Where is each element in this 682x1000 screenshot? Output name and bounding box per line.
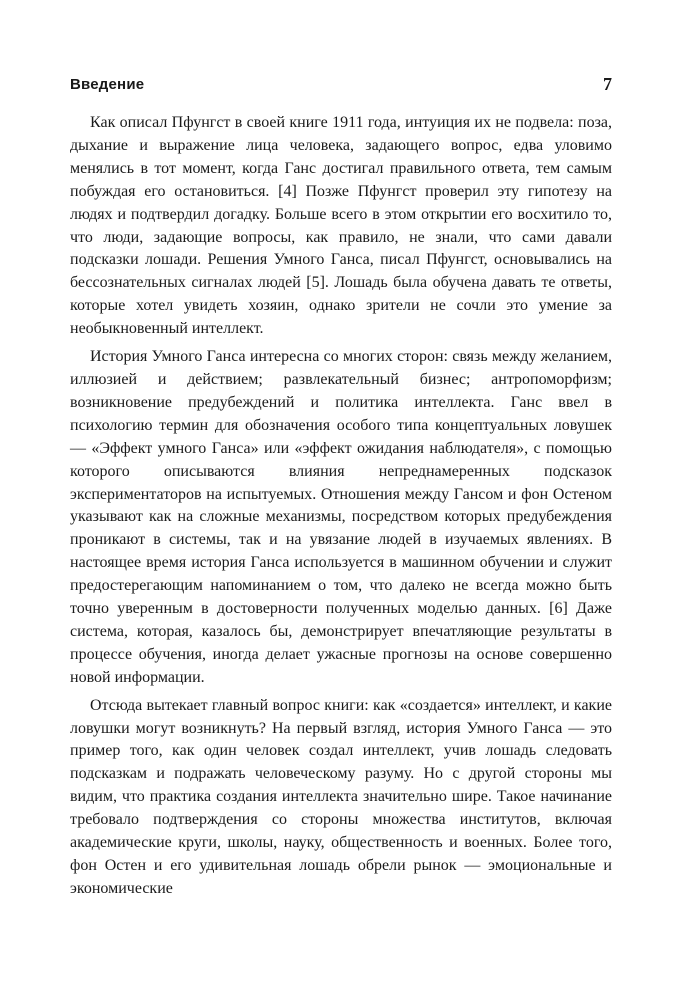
section-title: Введение: [70, 76, 145, 93]
paragraph-3: Отсюда вытекает главный вопрос книги: как «создается» интеллект, и какие ловушки могут возникнуть? На первый взгляд, история Умного Ганса — это пример того, как один человек создал интеллект, учив лошадь следовать подсказкам и подражать человеческому разуму. Но с другой стороны мы видим, что практика создания интеллекта значительно шире. Такое начинание требовало подтверждения со стороны множества институтов, включая академические круги, школы, науку, общественность и военных. Более того, фон Остен и его удивительная лошадь обрели рынок — эмоциональные и экономические: [70, 696, 612, 897]
body-text: [70, 112, 612, 906]
running-head: [70, 74, 612, 98]
page-number: 7: [603, 74, 612, 94]
paragraph-1: Как описал Пфунгст в своей книге 1911 года, интуиция их не подвела: поза, дыхание и выражение лица человека, задающего вопрос, едва уловимо менялись в тот момент, когда Ганс достигал правильного ответа, тем самым побуждая его остановиться. [4] Позже Пфунгст проверил эту гипотезу на людях и подтвердил догадку. Больше всего в этом открытии его восхитило то, что люди, задающие вопросы, как правило, не знали, что сами давали подсказки лошади. Решения Умного Ганса, писал Пфунгст, основывались на бессознательных сигналах людей [5]. Лошадь была обучена давать те ответы, которые хотел увидеть хозяин, однако зрители не сочли это умение за необыкновенный интеллект.: [70, 114, 612, 338]
paragraph-2: История Умного Ганса интересна со многих сторон: связь между желанием, иллюзией и действием; развлекательный бизнес; антропоморфизм; возникновение предубеждений и политика интеллекта. Ганс ввел в психологию термин для обозначения особого типа концептуальных ловушек — «Эффект умного Ганса» или «эффект ожидания наблюдателя», с помощью которого описываются влияния непреднамеренных подсказок экспериментаторов на испытуемых. Отношения между Гансом и фон Остеном указывают как на сложные механизмы, посредством которых предубеждения проникают в системы, так и на увязание людей в изучаемых явлениях. В настоящее время история Ганса используется в машинном обучении и служит предостерегающим напоминанием о том, что далеко не всегда можно быть точно уверенным в достоверности полученных моделью данных. [6] Даже система, которая, казалось бы, демонстрирует впечатляющие результаты в процессе обучения, иногда делает ужасные прогнозы на основе совершенно новой информации.: [70, 348, 612, 686]
